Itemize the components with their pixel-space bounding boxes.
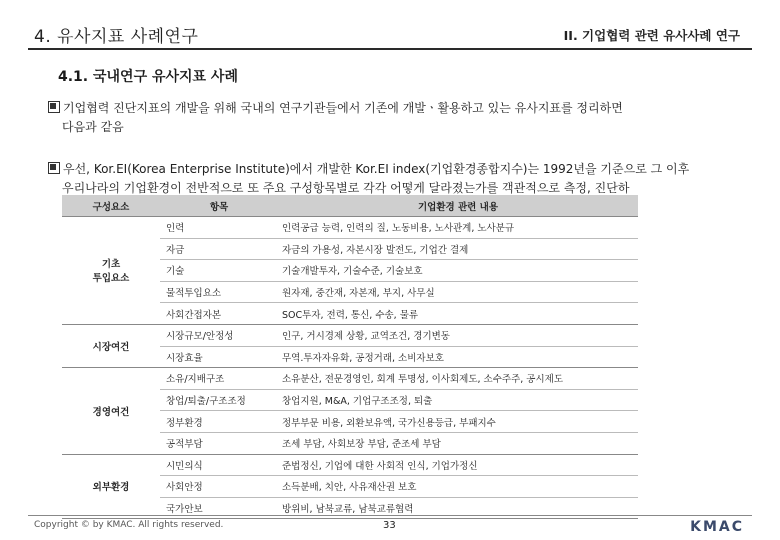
table-row [62,217,638,239]
row-item: 자금 [160,238,278,260]
row-content: 정부부문 비용, 외환보유액, 국가신용등급, 부패지수 [278,411,638,433]
row-content: SOC투자, 전력, 통신, 수송, 물류 [278,303,638,325]
row-item: 사회간접자본 [160,303,278,325]
group-external-environment: 외부환경 [62,454,160,519]
row-content: 창업지원, M&A, 기업구조조정, 퇴출 [278,389,638,411]
paragraph-2-line-1: 우선, Kor.EI(Korea Enterprise Institute)에서 개발한 Kor.EI index(기업환경종합지수)는 1992년을 기준으로 그 이후 [63,162,690,176]
row-item: 시장규모/안정성 [160,324,278,346]
business-environment-table [62,195,638,519]
section-title: 4.1. 국내연구 유사지표 사례 [58,69,238,85]
row-item: 정부환경 [160,411,278,433]
row-content: 무역.투자자유화, 공정거래, 소비자보호 [278,346,638,368]
row-item: 소유/지배구조 [160,368,278,390]
row-content: 인력공급 능력, 인력의 질, 노동비용, 노사관계, 노사분규 [278,217,638,239]
header-left-title: 4. 유사지표 사례연구 [34,27,199,47]
table-header-row [62,195,638,217]
row-item: 인력 [160,217,278,239]
paragraph-1-line-1: 기업협력 진단지표의 개발을 위해 국내의 연구기관들에서 기존에 개발ㆍ활용하고 있는 유사지표를 정리하면 [63,101,623,115]
row-item: 기술 [160,260,278,282]
table-row [62,324,638,346]
row-content: 자금의 가용성, 자본시장 발전도, 기업간 결제 [278,238,638,260]
row-content: 소득분배, 치안, 사유재산권 보호 [278,476,638,498]
row-content: 조세 부담, 사회보장 부담, 준조세 부담 [278,432,638,454]
page-number: 33 [383,520,396,531]
paragraph-1-line-2: 다음과 같음 [62,120,124,134]
row-content: 원자재, 중간재, 자본재, 부지, 사무실 [278,281,638,303]
row-item: 시민의식 [160,454,278,476]
copyright-text: Copyright © by KMAC. All rights reserved. [34,520,224,530]
table-row [62,454,638,476]
row-item: 물적투입요소 [160,281,278,303]
footer-divider [28,515,752,516]
header-right-title: II. 기업협력 관련 유사사례 연구 [563,28,740,43]
row-item: 사회안정 [160,476,278,498]
group-market-conditions: 시장여건 [62,324,160,367]
group-basic-inputs-label: 기초 투입요소 [92,259,130,285]
row-item: 창업/퇴출/구조조정 [160,389,278,411]
table-header-item: 항목 [160,195,278,217]
table-header-component: 구성요소 [62,195,160,217]
table-header-content: 기업환경 관련 내용 [278,195,638,217]
row-content: 기술개발투자, 기술수준, 기술보호 [278,260,638,282]
row-content: 방위비, 남북교류, 남북교류협력 [278,497,638,519]
row-item: 시장효율 [160,346,278,368]
header-divider [28,48,752,50]
checkbox-bullet-icon [48,101,60,113]
row-content: 준법정신, 기업에 대한 사회적 인식, 기업가정신 [278,454,638,476]
kmac-logo: KMAC [690,519,744,535]
row-content: 인구, 거시경제 상황, 교역조건, 경기변동 [278,324,638,346]
group-basic-inputs [62,217,160,325]
table-row [62,368,638,390]
row-content: 소유분산, 전문경영인, 회계 투명성, 이사회제도, 소수주주, 공시제도 [278,368,638,390]
checkbox-bullet-icon [48,162,60,174]
paragraph-1 [48,99,748,137]
paragraph-2-line-2: 우리나라의 기업환경이 전반적으로 또 주요 구성항목별로 각각 어떻게 달라졌는가를 객관적으로 측정, 진단하 [62,181,630,195]
group-management-conditions: 경영여건 [62,368,160,454]
row-item: 공적부담 [160,432,278,454]
row-item: 국가안보 [160,497,278,519]
